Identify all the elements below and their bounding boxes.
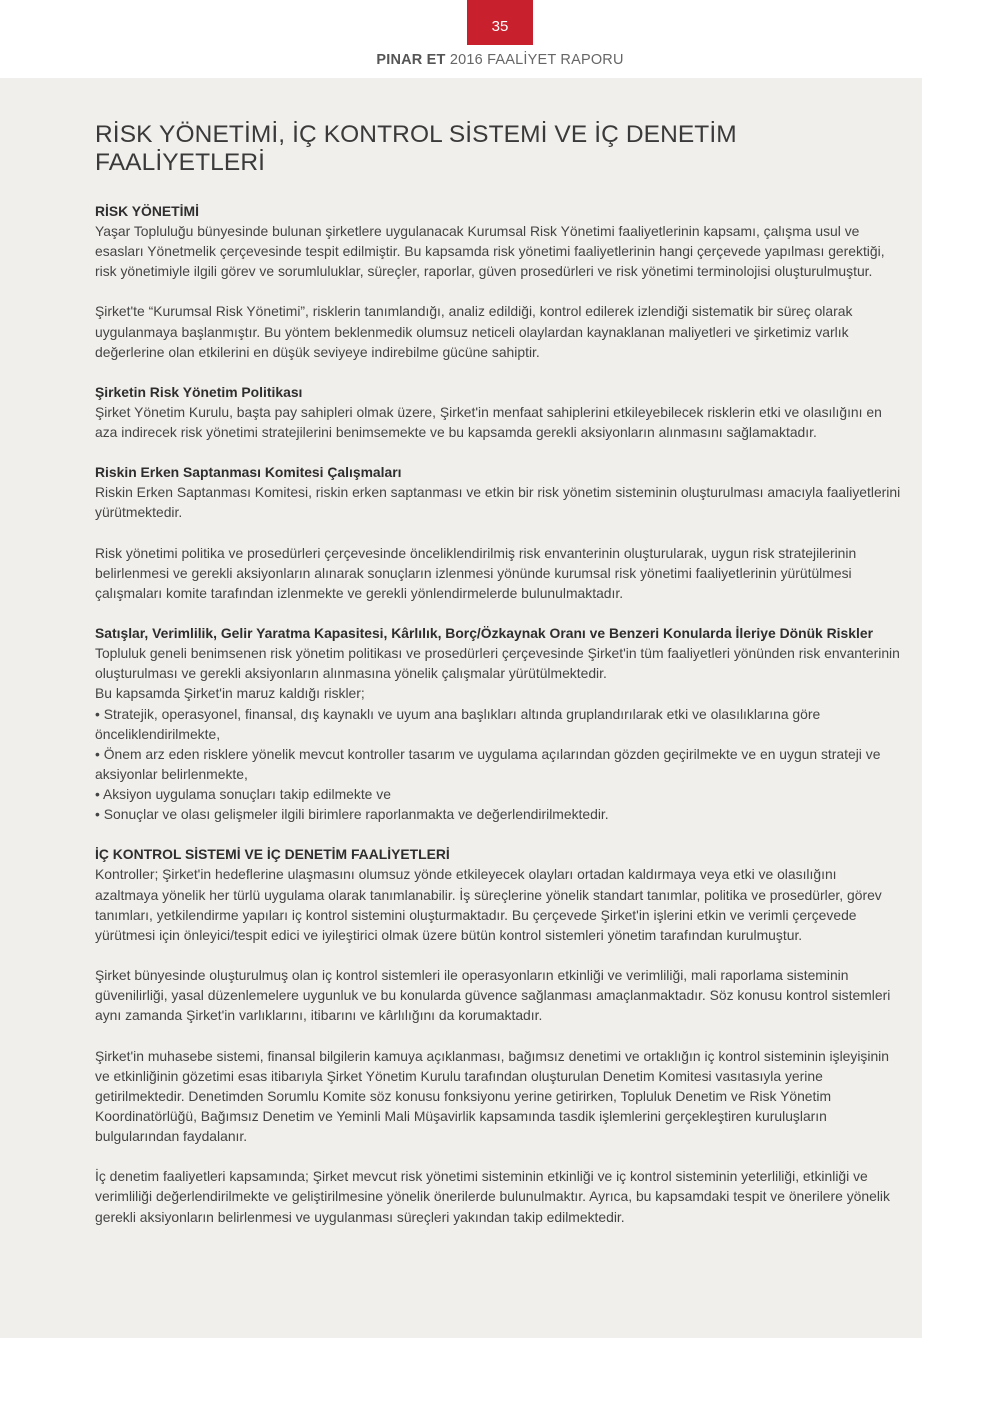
bullet-item: • Sonuçlar ve olası gelişmeler ilgili birimlere raporlanmakta ve değerlendirilmektedir. (95, 806, 609, 823)
content-panel (0, 78, 922, 1338)
section-heading-internal-control: İÇ KONTROL SİSTEMİ VE İÇ DENETİM FAALİYETLERİ (95, 846, 450, 863)
company-name: PINAR ET (376, 52, 446, 68)
paragraph: Yaşar Topluluğu bünyesinde bulunan şirketlere uygulanacak Kurumsal Risk Yönetimi faaliyetlerinin kapsamı, çalışma usul ve esasları Yönetmelik çerçevesinde tespit edilmiştir. Bu kapsamda risk yönetimi faaliyetlerinin hangi çerçevede yapılması gerektiği, risk yönetimiyle ilgili görev ve sorumluluklar, süreçler, raporlar, güven prosedürleri ve risk yönetimi terminolojisi oluşturulmuştur. (95, 223, 885, 280)
bullet-item: • Aksiyon uygulama sonuçları takip edilmekte ve (95, 786, 391, 803)
report-header (0, 52, 1000, 68)
paragraph: Risk yönetimi politika ve prosedürleri çerçevesinde önceliklendirilmiş risk envanterinin oluşturularak, uygun risk stratejilerinin belirlenmesi ve gerekli aksiyonların alınarak sonuçların izlenmesi yönünde kurumsal risk yönetimi faaliyetlerinin yürütülmesi çalışmaları komite tarafından izlenmekte ve gerekli yönlendirmelerde bulunulmaktadır. (95, 544, 857, 601)
page-number-tab (467, 0, 533, 45)
subheading-policy: Şirketin Risk Yönetim Politikası (95, 383, 303, 400)
paragraph: Şirket'te “Kurumsal Risk Yönetimi”, risklerin tanımlandığı, analiz edildiği, kontrol edilerek izlendiği sistematik bir süreç olarak uygulanmaya başlanmıştır. Bu yöntem beklenmedik olumsuz neticeli olaylardan kaynaklanan maliyetleri ve şirketimiz varlık değerlerine olan etkilerini en düşük seviyeye indirebilme gücüne sahiptir. (95, 303, 853, 360)
paragraph: İç denetim faaliyetleri kapsamında; Şirket mevcut risk yönetimi sisteminin etkinliği ve iç kontrol sisteminin yeterliliği, etkinliği ve verimliliği değerlendirilmekte ve geliştirilmesine yönelik önerilerde bulunulmaktır. Ayrıca, bu kapsamdaki tespit ve önerilere yönelik gerekli aksiyonların belirlenmesi ve uygulanması süreçleri yakından takip edilmektedir. (95, 1168, 890, 1225)
report-title: 2016 FAALİYET RAPORU (449, 52, 624, 68)
paragraph: Topluluk geneli benimsenen risk yönetim politikası ve prosedürleri çerçevesinde Şirket'in tüm faaliyetleri yönünden risk envanterinin oluşturulması ve gerekli aksiyonların alınmasına yönelik çalışmalar yürütülmektedir. (95, 645, 900, 682)
paragraph: Şirket Yönetim Kurulu, başta pay sahipleri olmak üzere, Şirket'in menfaat sahiplerini etkileyebilecek risklerin etki ve olasılığını en aza indirecek risk yönetimi stratejilerini benimsemekte ve bu kapsamda gerekli aksiyonların alınmasını sağlamaktadır. (95, 403, 882, 441)
paragraph: Şirket bünyesinde oluşturulmuş olan iç kontrol sistemleri ile operasyonların etkinliği ve verimliliği, mali raporlama sisteminin güvenilirliği, yasal düzenlemelere uygunluk ve bu konularda güvence sağlanması amaçlanmaktadır. Söz konusu kontrol sistemleri aynı zamanda Şirket'in varlıklarını, itibarını ve kârlılığını da korumaktadır. (95, 967, 891, 1024)
paragraph: Riskin Erken Saptanması Komitesi, riskin erken saptanması ve etkin bir risk yönetim sisteminin oluşturulması amacıyla faaliyetlerini yürütmektedir. (95, 484, 901, 521)
bullet-item: • Stratejik, operasyonel, finansal, dış kaynaklı ve uyum ana başlıkları altında gruplandırılarak etki ve olasılıklarına göre önceliklendirilmekte, (95, 705, 821, 742)
paragraph: Şirket'in muhasebe sistemi, finansal bilgilerin kamuya açıklanması, bağımsız denetimi ve ortaklığın iç kontrol sisteminin işleyişinin ve etkinliğinin gözetimi esas itibarıyla Şirket Yönetim Kurulu tarafından oluşturulan Denetim Komitesi vasıtasıyla yerine getirilmektedir. Denetimden Sorumlu Komite söz konusu fonksiyonu yerine getirirken, Topluluk Denetim ve Risk Yönetim Koordinatörlüğü, Bağımsız Denetim ve Yeminli Mali Müşavirlik kapsamında tasdik işlemlerini gerçekleştiren kuruluşların bulgularından faydalanır. (95, 1047, 889, 1145)
page-title: RİSK YÖNETİMİ, İÇ KONTROL SİSTEMİ VE İÇ DENETİM FAALİYETLERİ (95, 121, 737, 176)
subheading-committee: Riskin Erken Saptanması Komitesi Çalışmaları (95, 464, 402, 481)
paragraph: Bu kapsamda Şirket'in maruz kaldığı riskler; (95, 685, 365, 702)
paragraph: Kontroller; Şirket'in hedeflerine ulaşmasını olumsuz yönde etkileyecek olayları ortadan kaldırmaya veya etki ve olasılığını azaltmaya yönelik her türlü uygulama olarak tanımlanabilir. İş süreçlerine yönelik standart tanımlar, politika ve prosedürler, görev tanımları, yetkilendirme yapıları iç kontrol sistemini oluşturmaktadır. Bu çerçevede Şirket'in işlerini etkin ve verimli çerçevede yürütmesi için önleyici/tespit edici ve iyileştirici olmak üzere bütün kontrol sistemleri yönetim tarafından kurulmuştur. (95, 866, 882, 943)
section-heading-risk: RİSK YÖNETİMİ (95, 203, 199, 219)
bullet-item: • Önem arz eden risklere yönelik mevcut kontroller tasarım ve uygulama açılarından gözden geçirilmekte ve en uygun strateji ve aksiyonlar belirlenmekte, (95, 745, 881, 782)
subheading-forward-risks: Satışlar, Verimlilik, Gelir Yaratma Kapasitesi, Kârlılık, Borç/Özkaynak Oranı ve Benzeri Konularda İleriye Dönük Riskler (95, 625, 873, 642)
page-number: 35 (491, 18, 509, 35)
